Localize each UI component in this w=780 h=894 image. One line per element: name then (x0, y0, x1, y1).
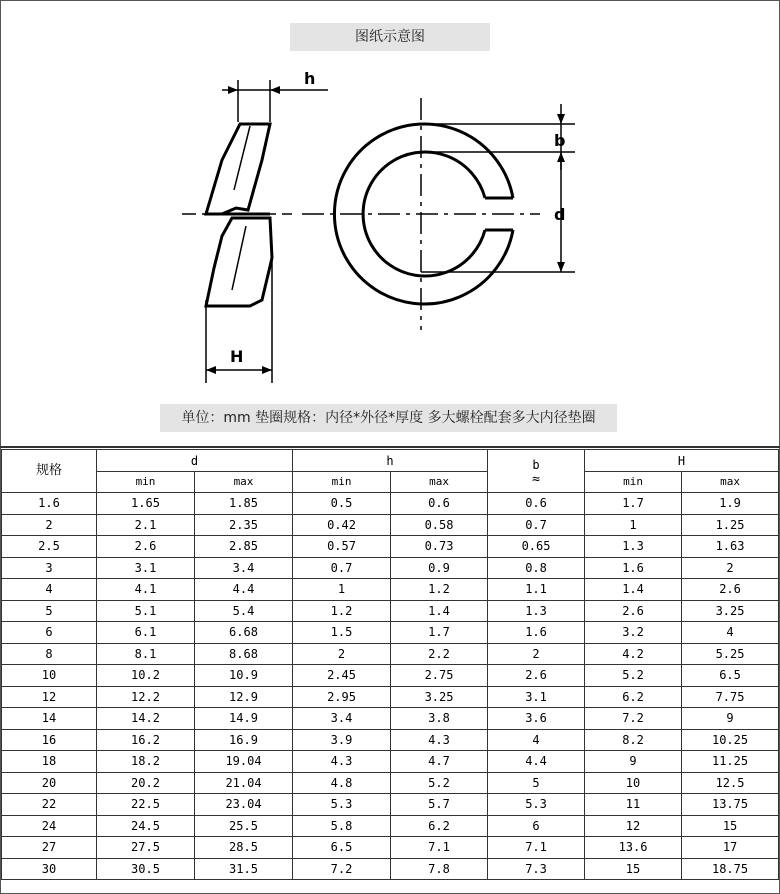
cell-spec: 30 (2, 858, 97, 880)
header-b-symbol: b (532, 458, 540, 472)
cell-h-min: 4.3 (293, 751, 391, 773)
cell-h-max: 5.2 (391, 772, 488, 794)
spec-table (1, 449, 779, 880)
cell-h-min: 7.2 (293, 858, 391, 880)
cell-spec: 27 (2, 837, 97, 859)
label-h: h (304, 69, 316, 88)
cell-h-min: 5.8 (293, 815, 391, 837)
table-row (2, 858, 779, 880)
cell-d-max: 1.85 (195, 493, 293, 515)
table-row (2, 708, 779, 730)
cell-spec: 20 (2, 772, 97, 794)
header-H-min: min (585, 472, 682, 493)
cell-H-min: 12 (585, 815, 682, 837)
cell-b: 0.6 (488, 493, 585, 515)
cell-d-min: 30.5 (97, 858, 195, 880)
cell-d-max: 31.5 (195, 858, 293, 880)
cell-b: 3.6 (488, 708, 585, 730)
cell-h-min: 1 (293, 579, 391, 601)
cell-d-min: 5.1 (97, 600, 195, 622)
cell-d-max: 21.04 (195, 772, 293, 794)
cell-h-min: 0.7 (293, 557, 391, 579)
cell-d-min: 22.5 (97, 794, 195, 816)
cell-spec: 12 (2, 686, 97, 708)
header-H-max: max (682, 472, 779, 493)
table-row (2, 514, 779, 536)
cell-H-max: 4 (682, 622, 779, 644)
cell-h-max: 0.73 (391, 536, 488, 558)
cell-h-max: 4.7 (391, 751, 488, 773)
cell-spec: 2.5 (2, 536, 97, 558)
cell-b: 0.8 (488, 557, 585, 579)
cell-H-min: 3.2 (585, 622, 682, 644)
cell-h-min: 5.3 (293, 794, 391, 816)
cell-d-max: 12.9 (195, 686, 293, 708)
cell-h-min: 0.42 (293, 514, 391, 536)
cell-spec: 14 (2, 708, 97, 730)
cell-b: 5.3 (488, 794, 585, 816)
cell-spec: 16 (2, 729, 97, 751)
cell-h-max: 1.4 (391, 600, 488, 622)
label-b: b (554, 131, 566, 150)
header-H: H (585, 450, 779, 472)
cell-d-max: 25.5 (195, 815, 293, 837)
cell-d-max: 2.35 (195, 514, 293, 536)
table-row (2, 622, 779, 644)
cell-spec: 5 (2, 600, 97, 622)
cell-d-min: 2.1 (97, 514, 195, 536)
cell-h-max: 0.58 (391, 514, 488, 536)
header-h-min: min (293, 472, 391, 493)
cell-H-max: 2.6 (682, 579, 779, 601)
cell-h-max: 5.7 (391, 794, 488, 816)
header-h-max: max (391, 472, 488, 493)
cell-d-min: 6.1 (97, 622, 195, 644)
cell-H-min: 11 (585, 794, 682, 816)
label-d: d (554, 205, 566, 224)
cell-b: 0.7 (488, 514, 585, 536)
unit-note: 单位：mm 垫圈规格：内径*外径*厚度 多大螺栓配套多大内径垫圈 (160, 404, 617, 432)
cell-H-max: 7.75 (682, 686, 779, 708)
cell-h-min: 3.4 (293, 708, 391, 730)
cell-spec: 1.6 (2, 493, 97, 515)
cell-h-max: 0.9 (391, 557, 488, 579)
cell-H-min: 2.6 (585, 600, 682, 622)
cell-H-max: 3.25 (682, 600, 779, 622)
table-row (2, 772, 779, 794)
cell-spec: 22 (2, 794, 97, 816)
table-row (2, 493, 779, 515)
cell-b: 1.3 (488, 600, 585, 622)
spec-table-body (2, 493, 779, 880)
cell-H-max: 15 (682, 815, 779, 837)
cell-b: 4 (488, 729, 585, 751)
table-row (2, 643, 779, 665)
cell-b: 1.1 (488, 579, 585, 601)
cell-H-min: 7.2 (585, 708, 682, 730)
cell-d-max: 19.04 (195, 751, 293, 773)
cell-d-max: 5.4 (195, 600, 293, 622)
cell-d-max: 8.68 (195, 643, 293, 665)
cell-d-min: 24.5 (97, 815, 195, 837)
cell-H-max: 9 (682, 708, 779, 730)
cell-H-min: 13.6 (585, 837, 682, 859)
cell-d-max: 14.9 (195, 708, 293, 730)
cell-d-min: 12.2 (97, 686, 195, 708)
header-d-min: min (97, 472, 195, 493)
cell-b: 5 (488, 772, 585, 794)
cell-spec: 8 (2, 643, 97, 665)
cell-H-max: 18.75 (682, 858, 779, 880)
cell-d-min: 8.1 (97, 643, 195, 665)
cell-H-max: 1.25 (682, 514, 779, 536)
cell-h-max: 0.6 (391, 493, 488, 515)
cell-d-min: 4.1 (97, 579, 195, 601)
cell-H-min: 1.6 (585, 557, 682, 579)
table-row (2, 729, 779, 751)
cell-spec: 10 (2, 665, 97, 687)
cell-spec: 2 (2, 514, 97, 536)
cell-d-max: 2.85 (195, 536, 293, 558)
cell-h-max: 7.8 (391, 858, 488, 880)
cell-H-max: 13.75 (682, 794, 779, 816)
washer-drawing (0, 0, 780, 446)
cell-b: 3.1 (488, 686, 585, 708)
cell-h-min: 1.2 (293, 600, 391, 622)
cell-H-max: 2 (682, 557, 779, 579)
cell-H-min: 10 (585, 772, 682, 794)
drawing-title: 图纸示意图 (290, 23, 490, 51)
cell-h-max: 2.75 (391, 665, 488, 687)
cell-h-min: 4.8 (293, 772, 391, 794)
cell-d-min: 16.2 (97, 729, 195, 751)
header-b-approx: ≈ (532, 472, 540, 487)
cell-h-max: 3.8 (391, 708, 488, 730)
cell-H-min: 5.2 (585, 665, 682, 687)
cell-b: 0.65 (488, 536, 585, 558)
cell-h-max: 4.3 (391, 729, 488, 751)
washer-top-view (302, 98, 575, 330)
cell-H-max: 17 (682, 837, 779, 859)
header-b (488, 450, 585, 493)
cell-h-min: 6.5 (293, 837, 391, 859)
cell-b: 4.4 (488, 751, 585, 773)
cell-d-min: 18.2 (97, 751, 195, 773)
cell-b: 1.6 (488, 622, 585, 644)
cell-H-min: 1 (585, 514, 682, 536)
cell-d-max: 6.68 (195, 622, 293, 644)
cell-H-min: 9 (585, 751, 682, 773)
cell-spec: 4 (2, 579, 97, 601)
cell-spec: 18 (2, 751, 97, 773)
cell-H-max: 1.63 (682, 536, 779, 558)
cell-d-max: 10.9 (195, 665, 293, 687)
cell-h-min: 2 (293, 643, 391, 665)
cell-H-max: 1.9 (682, 493, 779, 515)
cell-h-max: 6.2 (391, 815, 488, 837)
cell-d-min: 10.2 (97, 665, 195, 687)
cell-h-max: 1.7 (391, 622, 488, 644)
header-d: d (97, 450, 293, 472)
cell-H-max: 11.25 (682, 751, 779, 773)
table-row (2, 536, 779, 558)
cell-h-min: 3.9 (293, 729, 391, 751)
cell-H-min: 4.2 (585, 643, 682, 665)
table-row (2, 794, 779, 816)
washer-side-view (182, 80, 328, 383)
cell-H-min: 1.4 (585, 579, 682, 601)
cell-h-min: 0.57 (293, 536, 391, 558)
cell-b: 7.3 (488, 858, 585, 880)
cell-H-min: 8.2 (585, 729, 682, 751)
cell-d-min: 14.2 (97, 708, 195, 730)
cell-b: 7.1 (488, 837, 585, 859)
header-h: h (293, 450, 488, 472)
header-spec: 规格 (2, 450, 97, 493)
cell-H-max: 10.25 (682, 729, 779, 751)
header-d-max: max (195, 472, 293, 493)
cell-spec: 24 (2, 815, 97, 837)
cell-H-max: 6.5 (682, 665, 779, 687)
cell-d-max: 16.9 (195, 729, 293, 751)
cell-d-min: 20.2 (97, 772, 195, 794)
table-row (2, 837, 779, 859)
cell-h-min: 0.5 (293, 493, 391, 515)
cell-spec: 3 (2, 557, 97, 579)
cell-h-min: 2.95 (293, 686, 391, 708)
table-row (2, 665, 779, 687)
table-row (2, 557, 779, 579)
cell-H-max: 12.5 (682, 772, 779, 794)
table-row (2, 815, 779, 837)
cell-b: 2.6 (488, 665, 585, 687)
cell-H-max: 5.25 (682, 643, 779, 665)
cell-H-min: 6.2 (585, 686, 682, 708)
cell-H-min: 1.3 (585, 536, 682, 558)
table-row (2, 686, 779, 708)
cell-h-min: 1.5 (293, 622, 391, 644)
cell-d-max: 4.4 (195, 579, 293, 601)
cell-spec: 6 (2, 622, 97, 644)
cell-d-max: 23.04 (195, 794, 293, 816)
table-row (2, 600, 779, 622)
table-top-rule (0, 446, 780, 448)
table-row (2, 579, 779, 601)
cell-h-max: 3.25 (391, 686, 488, 708)
cell-h-max: 1.2 (391, 579, 488, 601)
cell-H-min: 15 (585, 858, 682, 880)
cell-d-min: 1.65 (97, 493, 195, 515)
cell-h-max: 2.2 (391, 643, 488, 665)
cell-b: 6 (488, 815, 585, 837)
cell-H-min: 1.7 (585, 493, 682, 515)
cell-d-min: 27.5 (97, 837, 195, 859)
table-row (2, 751, 779, 773)
cell-b: 2 (488, 643, 585, 665)
cell-h-min: 2.45 (293, 665, 391, 687)
cell-d-max: 28.5 (195, 837, 293, 859)
cell-d-max: 3.4 (195, 557, 293, 579)
label-H: H (230, 347, 244, 366)
cell-d-min: 3.1 (97, 557, 195, 579)
cell-h-max: 7.1 (391, 837, 488, 859)
cell-d-min: 2.6 (97, 536, 195, 558)
